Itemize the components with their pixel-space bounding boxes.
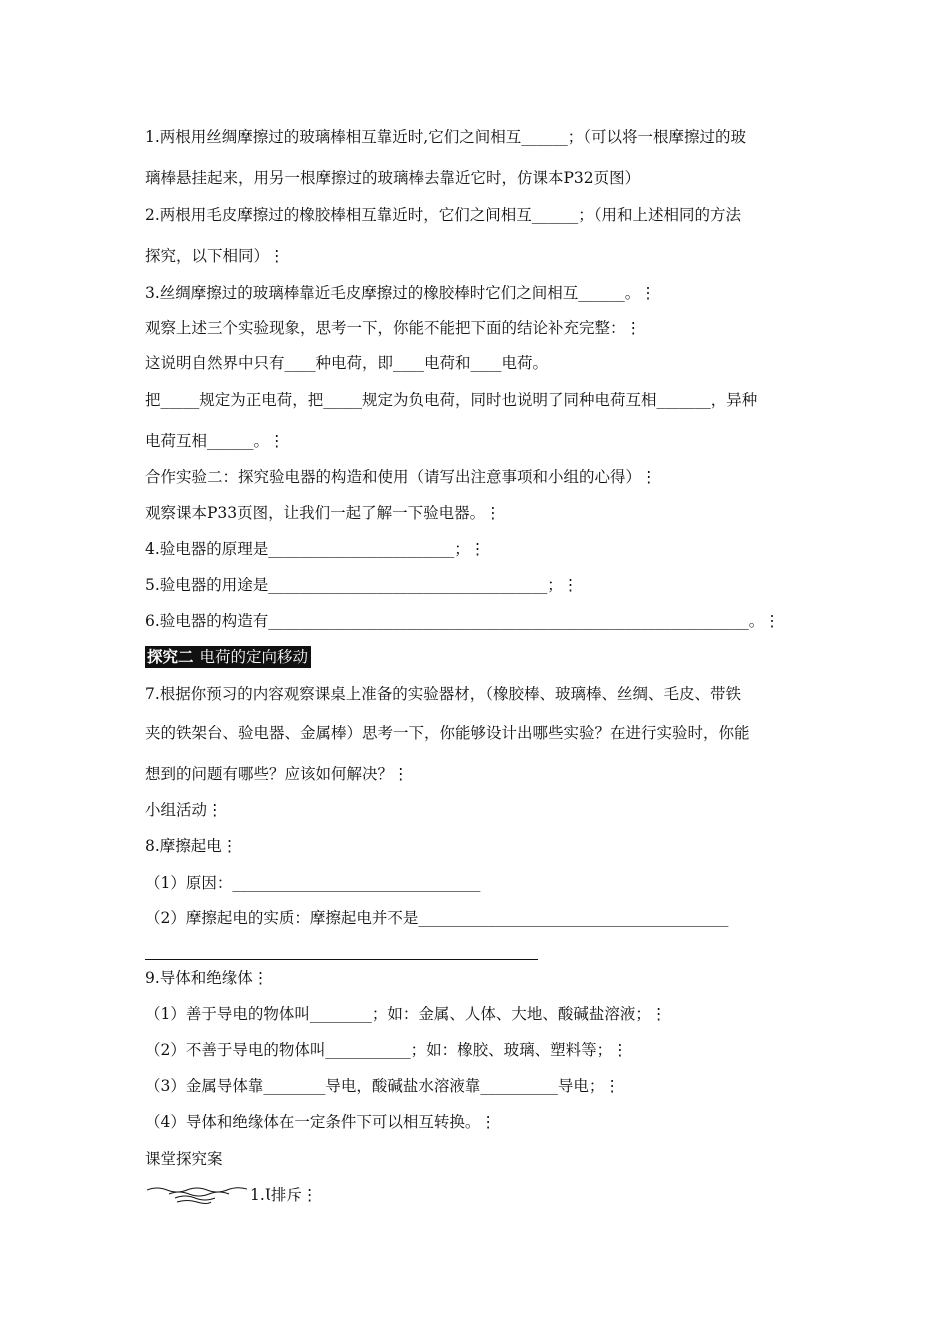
section2-heading [145,646,815,668]
q2-line1: 2.两根用毛皮摩擦过的橡胶棒相互靠近时，它们之间相互______；（用和上述相同的方法 [145,206,742,224]
exclusion-item: 1.Ɩ排斥⋮ [250,1186,318,1204]
q8-line: 8.摩擦起电⋮ [145,837,238,855]
q5-line: 5.验电器的用途是____________________________________；⋮ [145,576,579,594]
q7-line1: 7.根据你预习的内容观察课桌上准备的实验器材，（橡胶棒、玻璃棒、丝绸、毛皮、带铁 [145,685,742,703]
experiment2-line: 合作实验二：探究验电器的构造和使用（请写出注意事项和小组的心得）⋮ [145,468,657,486]
q4-line: 4.验电器的原理是________________________；⋮ [145,540,486,558]
q9-line: 9.导体和绝缘体⋮ [145,969,269,987]
q2-line2: 探究，以下相同）⋮ [145,247,285,265]
q9-2-line: （2）不善于导电的物体叫___________；如：橡胶、玻璃、塑料等；⋮ [145,1041,628,1059]
q8-2-line: （2）摩擦起电的实质：摩擦起电并不是________________________________________ [145,909,729,927]
group-activity-line: 小组活动⋮ [145,801,223,819]
answer-rule [145,959,538,960]
q1-line1: 1.两根用丝绸摩擦过的玻璃棒相互靠近时,它们之间相互______；（可以将一根摩擦过的玻 [145,128,746,146]
classroom-inquiry-title: 课堂探究案 [145,1150,223,1168]
q9-1-line: （1）善于导电的物体叫________；如：金属、人体、大地、酸碱盐溶液；⋮ [145,1005,667,1023]
q3-line: 3.丝绸摩擦过的玻璃棒靠近毛皮摩擦过的橡胶棒时它们之间相互______。⋮ [145,284,656,302]
q8-1-line: （1）原因：________________________________ [145,874,481,892]
q7-line2: 夹的铁架台、验电器、金属棒）思考一下，你能够设计出哪些实验？在进行实验时，你能 [145,724,750,742]
conclusion-line2: 把_____规定为正电荷，把_____规定为负电荷，同时也说明了同种电荷互相_______，异种 [145,391,758,409]
q9-4-line: （4）导体和绝缘体在一定条件下可以相互转换。⋮ [145,1113,496,1131]
conclusion-line1: 这说明自然界中只有____种电荷，即____电荷和____电荷。 [145,354,549,372]
section2-heading-box [145,646,311,668]
section2-title: 电荷的定向移动 [199,648,309,666]
q1-line2: 璃棒悬挂起来，用另一根摩擦过的玻璃棒去靠近它时，仿课本P32页图） [145,169,641,187]
textbook-line: 观察课本P33页图，让我们一起了解一下验电器。⋮ [145,504,501,522]
q7-line3: 想到的问题有哪些？应该如何解决？⋮ [145,765,409,783]
conclusion-line3: 电荷互相______。⋮ [145,432,285,450]
section2-label: 探究二 [147,647,194,666]
q9-3-line: （3）金属导体靠________导电，酸碱盐水溶液靠__________导电；⋮ [145,1077,620,1095]
q6-line: 6.验电器的构造有______________________________________________________________。⋮ [145,612,780,630]
wave-decoration-icon [147,1184,247,1208]
observe-line: 观察上述三个实验现象，思考一下，你能不能把下面的结论补充完整：⋮ [145,319,642,337]
